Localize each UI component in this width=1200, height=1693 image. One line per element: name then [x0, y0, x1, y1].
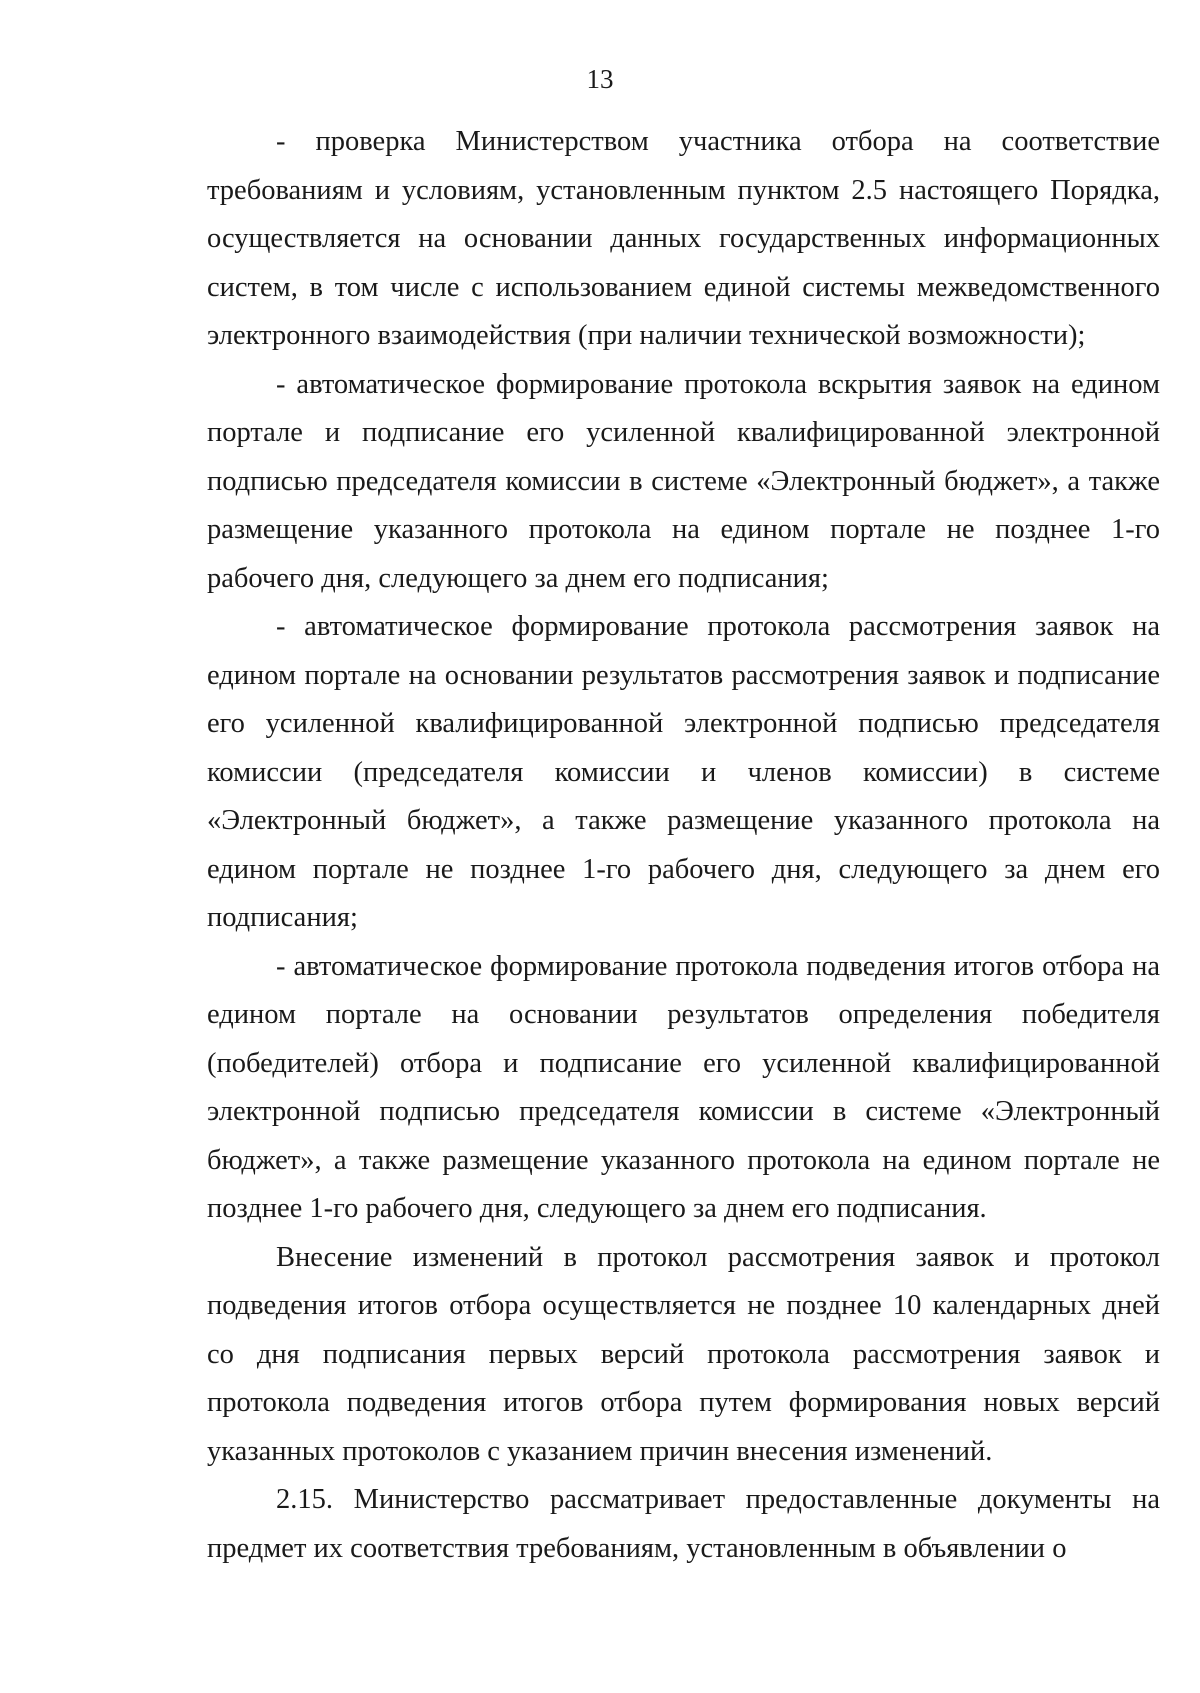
paragraph-opening-protocol-item: - автоматическое формирование протокола вскрытия заявок на едином портале и подписание его усиленной квалифицированной электронной подписью председателя комиссии в системе «Электронный бюджет», а также размещение указанного протокола на едином портале не позднее 1-го рабочего дня, следующего за днем его подписания;: [207, 368, 1160, 594]
paragraph-results-protocol-item: - автоматическое формирование протокола подведения итогов отбора на едином портале на основании результатов определения победителя (победителей) отбора и подписание его усиленной квалифицированной электронной подписью председателя комиссии в системе «Электронный бюджет», а также размещение указанного протокола на едином портале не позднее 1-го рабочего дня, следующего за днем его подписания.: [207, 950, 1160, 1224]
paragraph-review-protocol-item: - автоматическое формирование протокола рассмотрения заявок на едином портале на основании результатов рассмотрения заявок и подписание его усиленной квалифицированной электронной подписью председателя комиссии (председателя комиссии и членов комиссии) в системе «Электронный бюджет», а также размещение указанного протокола на едином портале не позднее 1-го рабочего дня, следующего за днем его подписания;: [207, 611, 1160, 933]
document-body: [207, 118, 1160, 1573]
page-number: 13: [586, 64, 614, 94]
paragraph-section-2-15: 2.15. Министерство рассматривает предоставленные документы на предмет их соответствия требованиям, установленным в объявлении о: [207, 1484, 1160, 1564]
paragraph-protocol-changes: Внесение изменений в протокол рассмотрения заявок и протокол подведения итогов отбора осуществляется не позднее 10 календарных дней со дня подписания первых версий протокола рассмотрения заявок и протокола подведения итогов отбора путем формирования новых версий указанных протоколов с указанием причин внесения изменений.: [207, 1241, 1160, 1467]
paragraph-verification-item: - проверка Министерством участника отбора на соответствие требованиям и условиям, установленным пунктом 2.5 настоящего Порядка, осуществляется на основании данных государственных информационных систем, в том числе с использованием единой системы межведомственного электронного взаимодействия (при наличии технической возможности);: [207, 126, 1160, 351]
